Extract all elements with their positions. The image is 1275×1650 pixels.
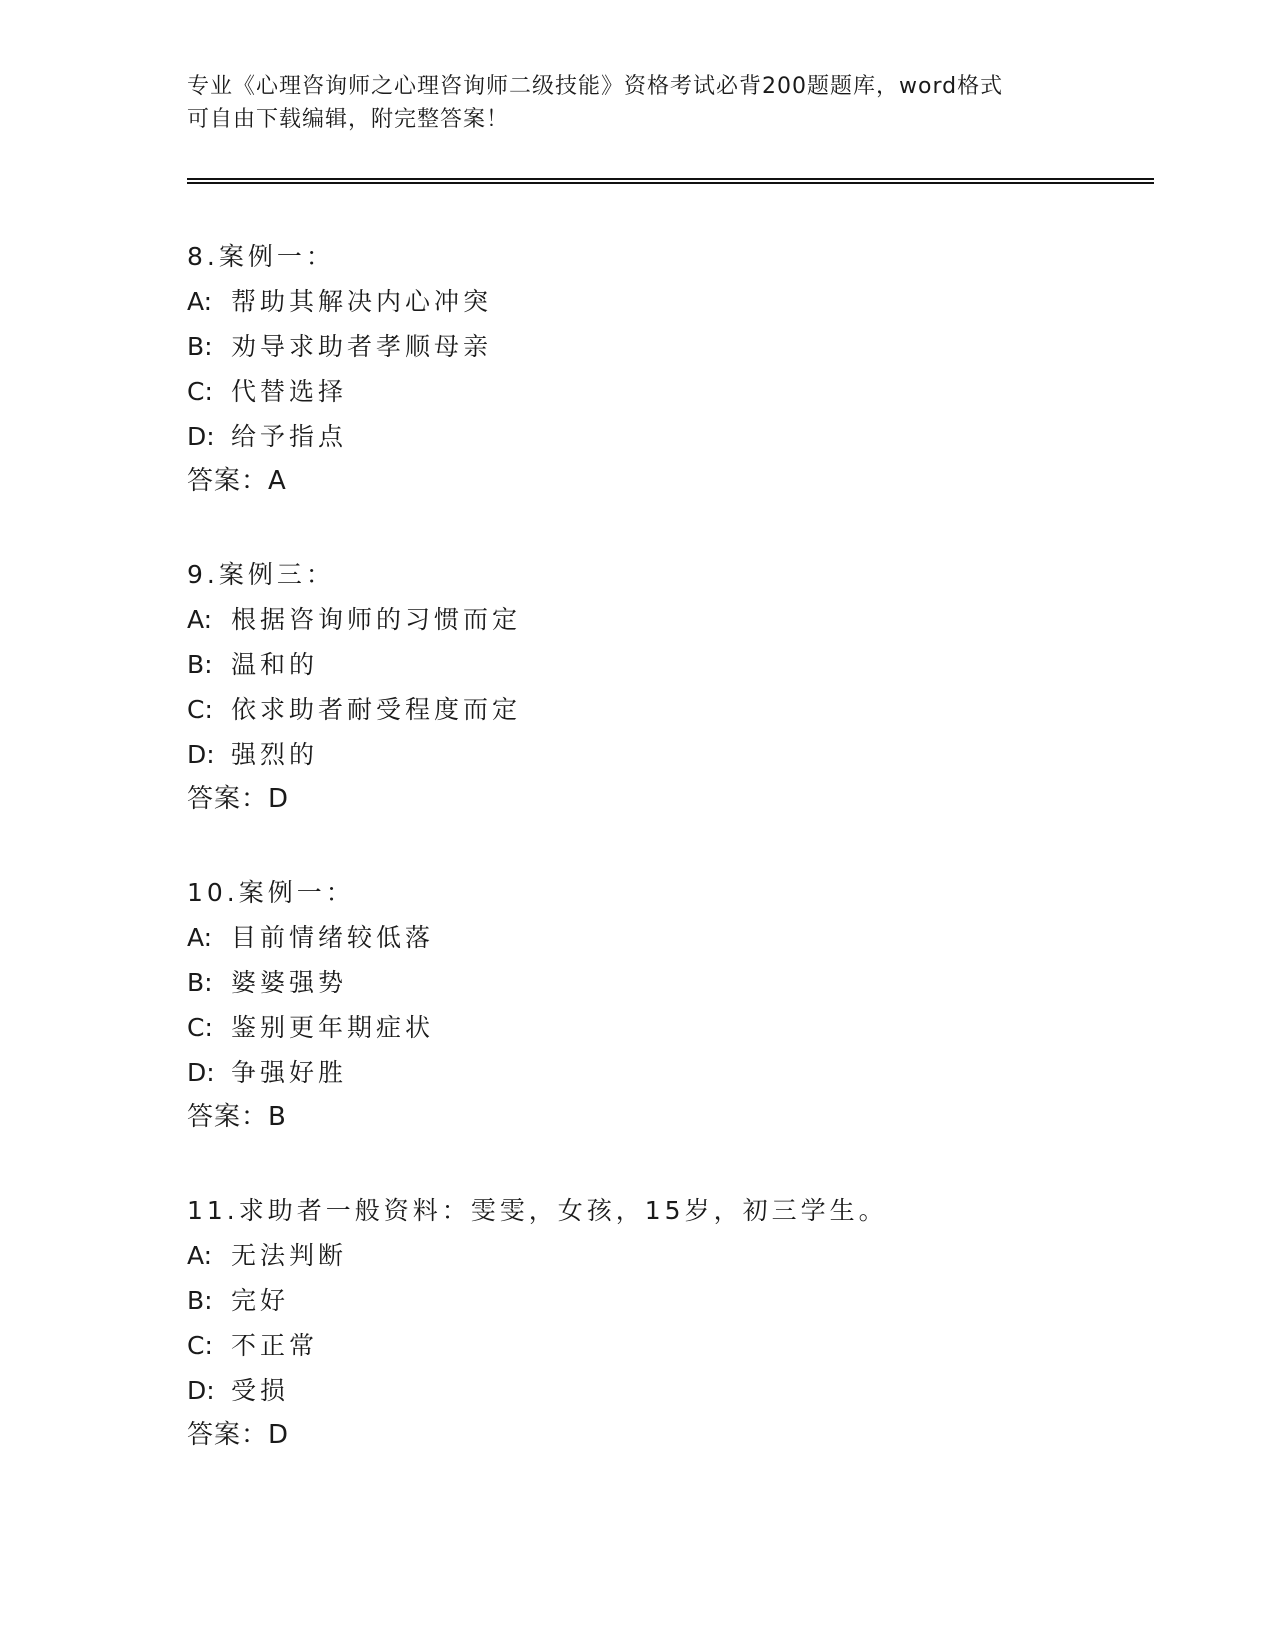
option-key: B: (187, 650, 213, 679)
option-text: 完好 (231, 1286, 290, 1315)
option-text: 强烈的 (231, 740, 319, 769)
option-b (187, 1278, 1147, 1323)
option-key: D: (187, 422, 215, 451)
option-d (187, 414, 1147, 459)
option-d (187, 1050, 1147, 1095)
option-text: 受损 (231, 1376, 290, 1405)
option-key: A: (187, 923, 213, 952)
answer-line: 答案：D (187, 784, 290, 814)
option-d (187, 732, 1147, 777)
option-key: B: (187, 1286, 213, 1315)
question-title: 9.案例三： (187, 560, 335, 589)
option-c (187, 1323, 1147, 1368)
question-8 (187, 234, 1147, 504)
option-c (187, 687, 1147, 732)
option-b (187, 324, 1147, 369)
option-text: 代替选择 (231, 377, 348, 406)
option-key: B: (187, 332, 213, 361)
option-c (187, 369, 1147, 414)
option-a (187, 279, 1147, 324)
option-key: C: (187, 377, 213, 406)
question-title: 8.案例一： (187, 242, 335, 271)
option-text: 根据咨询师的习惯而定 (231, 605, 522, 634)
option-key: A: (187, 605, 213, 634)
option-key: D: (187, 1058, 215, 1087)
option-key: C: (187, 1013, 213, 1042)
option-key: C: (187, 1331, 213, 1360)
question-title: 11.求助者一般资料：雯雯，女孩，15岁，初三学生。 (187, 1196, 888, 1225)
question-title: 10.案例一： (187, 878, 355, 907)
option-text: 帮助其解决内心冲突 (231, 287, 493, 316)
header-line-1: 专业《心理咨询师之心理咨询师二级技能》资格考试必背200题题库，word格式 (187, 74, 1004, 99)
option-key: A: (187, 287, 213, 316)
answer-line: 答案：A (187, 466, 287, 496)
option-a (187, 915, 1147, 960)
question-10 (187, 870, 1147, 1140)
question-9 (187, 552, 1147, 822)
option-text: 温和的 (231, 650, 319, 679)
option-text: 无法判断 (231, 1241, 348, 1270)
question-11 (187, 1188, 1147, 1458)
header-divider (187, 178, 1154, 184)
option-c (187, 1005, 1147, 1050)
option-key: D: (187, 1376, 215, 1405)
option-b (187, 642, 1147, 687)
option-text: 目前情绪较低落 (231, 923, 435, 952)
option-text: 婆婆强势 (231, 968, 348, 997)
document-header (187, 70, 1067, 136)
option-key: C: (187, 695, 213, 724)
option-a (187, 1233, 1147, 1278)
option-b (187, 960, 1147, 1005)
option-text: 给予指点 (231, 422, 348, 451)
option-text: 争强好胜 (231, 1058, 348, 1087)
option-key: D: (187, 740, 215, 769)
option-key: A: (187, 1241, 213, 1270)
option-text: 鉴别更年期症状 (231, 1013, 435, 1042)
question-list (187, 234, 1147, 1506)
option-key: B: (187, 968, 213, 997)
option-a (187, 597, 1147, 642)
answer-line: 答案：B (187, 1102, 287, 1132)
option-text: 不正常 (231, 1331, 319, 1360)
option-d (187, 1368, 1147, 1413)
option-text: 劝导求助者孝顺母亲 (231, 332, 493, 361)
answer-line: 答案：D (187, 1420, 290, 1450)
option-text: 依求助者耐受程度而定 (231, 695, 522, 724)
header-line-2: 可自由下载编辑，附完整答案！ (187, 107, 510, 132)
